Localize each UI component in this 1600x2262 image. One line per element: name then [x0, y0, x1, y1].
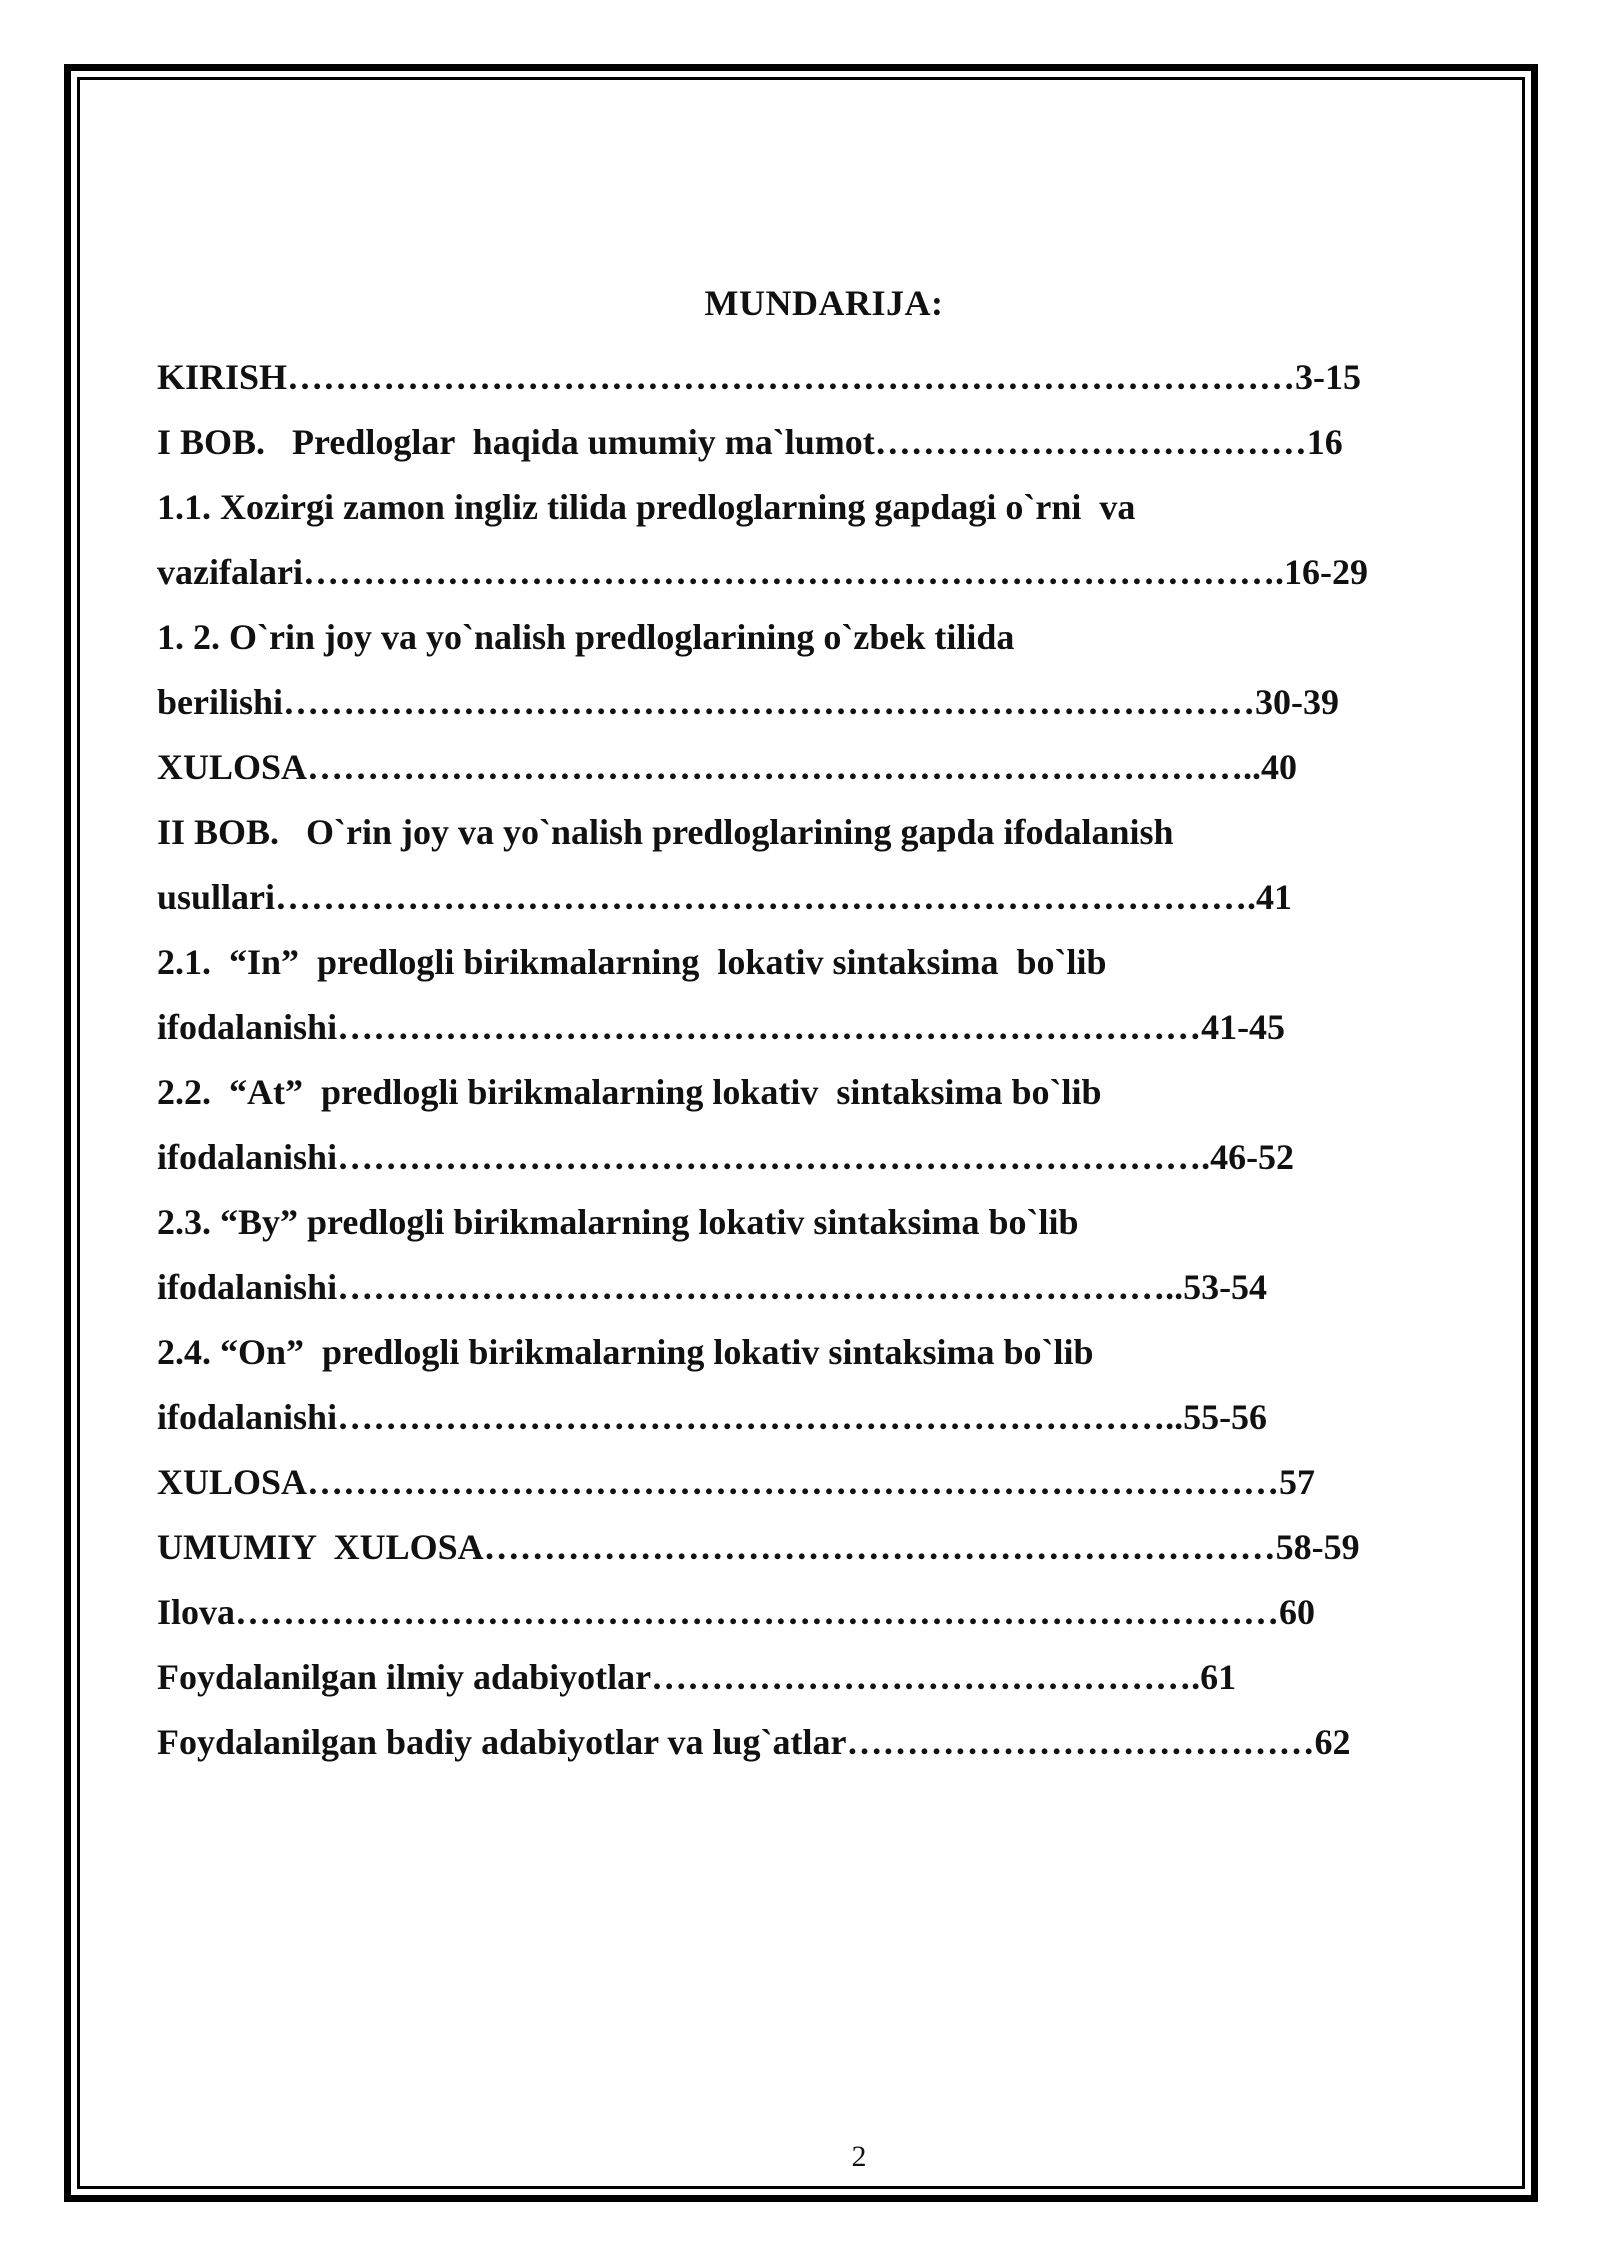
toc-entry-chapter-1: I BOB. Predloglar haqida umumiy ma`lumot………………………………16: [157, 422, 1343, 462]
toc-entry-2-2-line-2: ifodalanishi……………………………………………………………….46-52: [157, 1137, 1295, 1177]
toc-entry-2-4-line-2: ifodalanishi……………………………………………………………..55-56: [157, 1397, 1268, 1437]
toc-entry-ilova: Ilova……………………………………………………………………………60: [157, 1592, 1316, 1632]
toc-entry-2-3-line-2: ifodalanishi……………………………………………………………..53-54: [157, 1267, 1268, 1307]
page-title: MUNDARIJA:: [704, 283, 944, 323]
toc-entry-1-1-line-2: vazifalari……………………………………………………………………….16-29: [157, 552, 1368, 592]
toc-entry-2-4-line-1: 2.4. “On” predlogli birikmalarning lokativ sintaksima bo`lib: [157, 1332, 1094, 1372]
toc-entry-xulosa-2: XULOSA………………………………………………………………………57: [157, 1462, 1316, 1502]
toc-entry-xulosa-1: XULOSA……………………………………………………………………..40: [157, 747, 1298, 787]
toc-entry-1-2-line-1: 1. 2. O`rin joy va yo`nalish predloglarining o`zbek tilida: [157, 617, 1015, 657]
toc-entry-2-2-line-1: 2.2. “At” predlogli birikmalarning lokativ sintaksima bo`lib: [157, 1072, 1102, 1112]
toc-entry-umumiy-xulosa: UMUMIY XULOSA…………………………………………………………58-59: [157, 1527, 1360, 1567]
toc-entry-chapter-2-line-2: usullari……………………………………………………………………….41: [157, 877, 1293, 917]
toc-entry-kirish: KIRISH…………………………………………………………………………3-15: [157, 357, 1362, 397]
toc-entry-2-3-line-1: 2.3. “By” predlogli birikmalarning lokativ sintaksima bo`lib: [157, 1202, 1079, 1242]
toc-entry-2-1-line-1: 2.1. “In” predlogli birikmalarning lokativ sintaksima bo`lib: [157, 942, 1107, 982]
toc-entry-1-1-line-1: 1.1. Xozirgi zamon ingliz tilida predloglarning gapdagi o`rni va: [157, 487, 1136, 527]
table-of-contents: [157, 345, 1477, 1775]
toc-entry-fiction-and-dictionaries: Foydalanilgan badiy adabiyotlar va lug`atlar…………………………………62: [157, 1722, 1351, 1762]
toc-entry-scientific-literature: Foydalanilgan ilmiy adabiyotlar……………………………………….61: [157, 1657, 1237, 1697]
page-number: 2: [851, 2140, 867, 2173]
toc-entry-chapter-2-line-1: II BOB. O`rin joy va yo`nalish predloglarining gapda ifodalanish: [157, 812, 1174, 852]
toc-entry-2-1-line-2: ifodalanishi………………………………………………………………41-45: [157, 1007, 1286, 1047]
toc-entry-1-2-line-2: berilishi………………………………………………………………………30-39: [157, 682, 1340, 722]
